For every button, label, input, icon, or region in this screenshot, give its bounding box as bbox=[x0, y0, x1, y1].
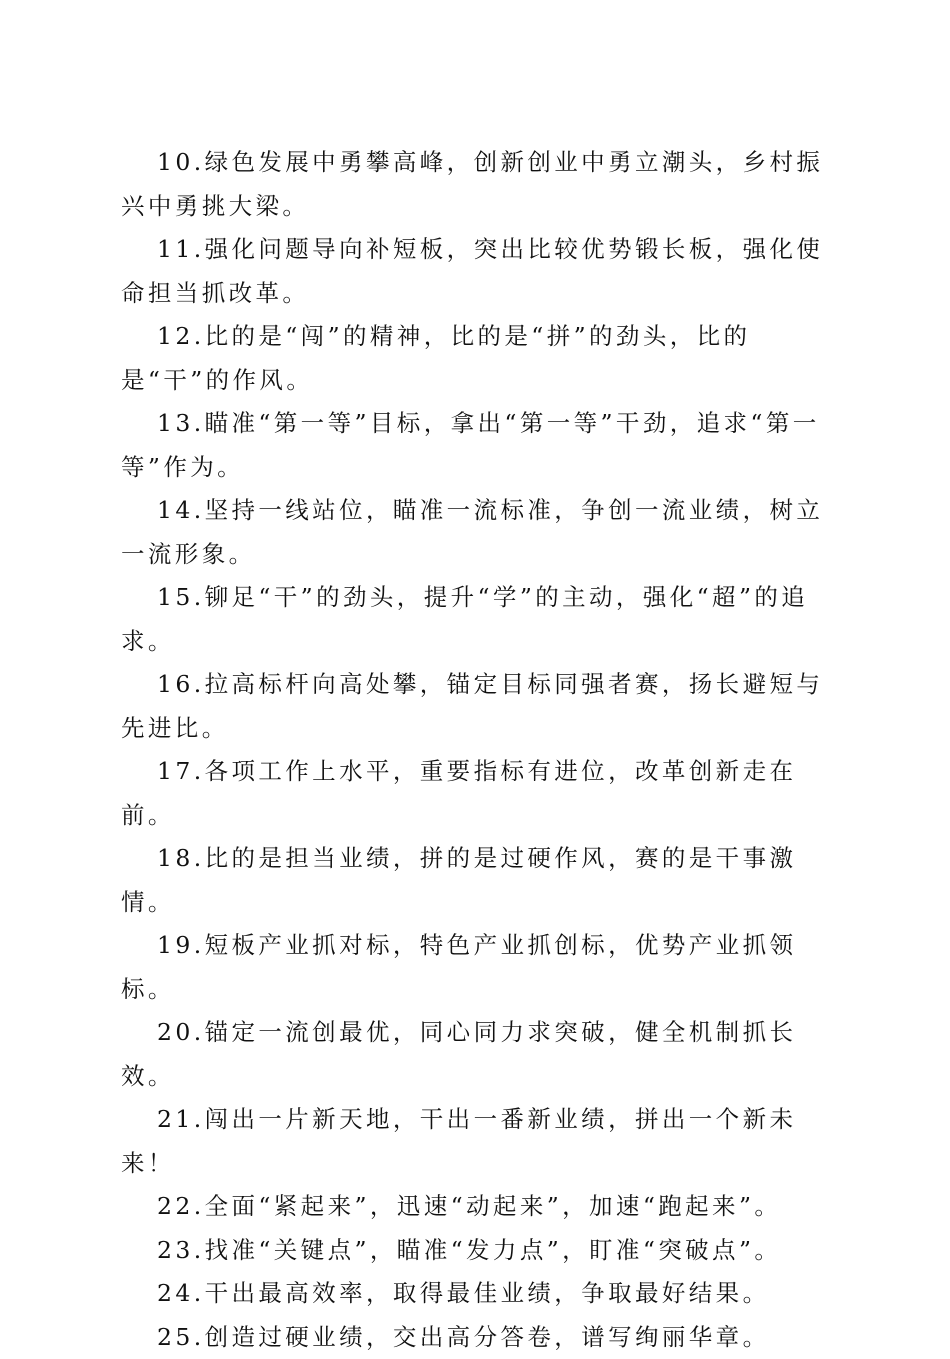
list-item: 24.干出最高效率，取得最佳业绩，争取最好结果。 bbox=[121, 1272, 826, 1316]
list-item: 18.比的是担当业绩，拼的是过硬作风，赛的是干事激情。 bbox=[121, 837, 826, 924]
list-item: 12.比的是“闯”的精神，比的是“拼”的劲头，比的是“干”的作风。 bbox=[121, 315, 826, 402]
list-item: 21.闯出一片新天地，干出一番新业绩，拼出一个新未来！ bbox=[121, 1098, 826, 1185]
list-item: 17.各项工作上水平，重要指标有进位，改革创新走在前。 bbox=[121, 750, 826, 837]
list-item: 22.全面“紧起来”，迅速“动起来”，加速“跑起来”。 bbox=[121, 1185, 826, 1229]
list-item: 19.短板产业抓对标，特色产业抓创标，优势产业抓领标。 bbox=[121, 924, 826, 1011]
list-item: 10.绿色发展中勇攀高峰，创新创业中勇立潮头，乡村振兴中勇挑大梁。 bbox=[121, 141, 826, 228]
list-item: 23.找准“关键点”，瞄准“发力点”，盯准“突破点”。 bbox=[121, 1229, 826, 1273]
list-item: 15.铆足“干”的劲头，提升“学”的主动，强化“超”的追求。 bbox=[121, 576, 826, 663]
list-item: 13.瞄准“第一等”目标，拿出“第一等”干劲，追求“第一等”作为。 bbox=[121, 402, 826, 489]
document-body bbox=[121, 141, 826, 1359]
list-item: 16.拉高标杆向高处攀，锚定目标同强者赛，扬长避短与先进比。 bbox=[121, 663, 826, 750]
list-item: 11.强化问题导向补短板，突出比较优势锻长板，强化使命担当抓改革。 bbox=[121, 228, 826, 315]
list-item: 20.锚定一流创最优，同心同力求突破，健全机制抓长效。 bbox=[121, 1011, 826, 1098]
list-item: 14.坚持一线站位，瞄准一流标准，争创一流业绩，树立一流形象。 bbox=[121, 489, 826, 576]
list-item: 25.创造过硬业绩，交出高分答卷，谱写绚丽华章。 bbox=[121, 1316, 826, 1359]
